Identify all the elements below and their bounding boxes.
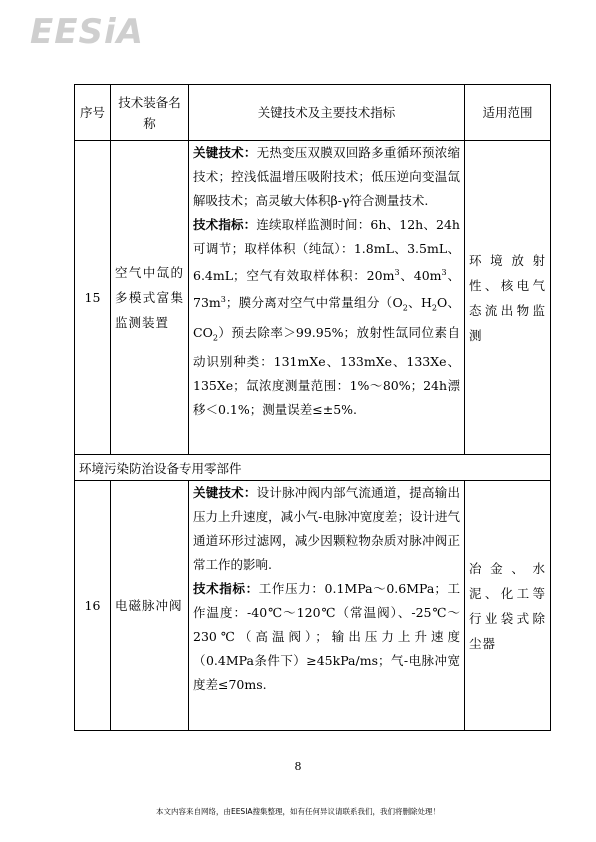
subscript: 2	[402, 303, 408, 313]
key-tech-label: 关键技术：	[193, 485, 257, 500]
footer-note: 本文内容来自网络，由EESIA搜集整理，如有任何异议请联系我们，我们将删除处理！	[155, 807, 441, 816]
tech-description	[189, 481, 465, 731]
equipment-name: 空气中氙的多模式富集监测装置	[111, 141, 189, 455]
indicator-text: ；膜分离对空气中常量组分（O	[225, 295, 403, 311]
table-row	[75, 481, 551, 731]
page-number: 8	[294, 760, 302, 773]
application-scope: 环境放射性、核电气态流出物监测	[465, 141, 551, 455]
superscript: 3	[441, 268, 447, 277]
indicator-text: 、73m	[193, 268, 460, 311]
indicator-label: 技术指标：	[193, 217, 257, 232]
section-title: 环境污染防治设备专用零部件	[75, 455, 551, 481]
header-no: 序号	[75, 85, 111, 141]
equipment-table	[74, 84, 551, 731]
table-header-row	[75, 85, 551, 141]
application-scope: 冶金、水泥、化工等行业袋式除尘器	[465, 481, 551, 731]
superscript: 3	[220, 295, 226, 305]
header-scope: 适用范围	[465, 85, 551, 141]
key-tech-label: 关键技术：	[193, 145, 257, 160]
subscript: 2	[431, 303, 437, 313]
indicator-text: ）预去除率＞99.95%；放射性氙同位素自动识别种类：131mXe、133mXe、133Xe、135Xe；氙浓度测量范围：1%～80%；24h漂移＜0.1%；测量误差≤±5%.	[193, 324, 460, 418]
eesia-logo: EESiA	[30, 12, 144, 52]
indicator-text: 连续取样监测时间：6h、12h、24h可调节；取样体积（纯氙）：1.8mL、3.5mL、6.4mL；空气有效取样体积：20m	[193, 217, 460, 284]
key-tech-text: 设计脉冲阀内部气流通道，提高输出压力上升速度，减小气-电脉冲宽度差；设计进气通道环形过滤网，减少因颗粒物杂质对脉冲阀正常工作的影响.	[193, 485, 460, 572]
row-number: 15	[75, 141, 111, 455]
header-name: 技术装备名称	[111, 85, 189, 141]
superscript: 3	[394, 268, 400, 277]
subscript: 2	[212, 333, 218, 343]
section-row	[75, 455, 551, 481]
header-tech: 关键技术及主要技术指标	[189, 85, 465, 141]
indicator-text: 、40m	[399, 268, 442, 284]
equipment-name: 电磁脉冲阀	[111, 481, 189, 731]
indicator-text: 、H	[407, 295, 432, 311]
indicator-label: 技术指标：	[193, 581, 259, 596]
row-number: 16	[75, 481, 111, 731]
key-tech-text: 无热变压双膜双回路多重循环预浓缩技术；控浅低温增压吸附技术；低压逆向变温氙解吸技术；高灵敏大体积β-γ符合测量技术.	[193, 145, 460, 208]
tech-description	[189, 141, 465, 455]
table-row	[75, 141, 551, 455]
indicator-text: O、CO	[193, 295, 461, 340]
indicator-text: 工作压力：0.1MPa～0.6MPa；工作温度：-40℃～120℃（常温阀）、-25℃～230℃（高温阀）；输出压力上升速度（0.4MPa条件下）≥45kPa/ms；气-电脉冲宽度差≤70ms.	[193, 581, 460, 692]
